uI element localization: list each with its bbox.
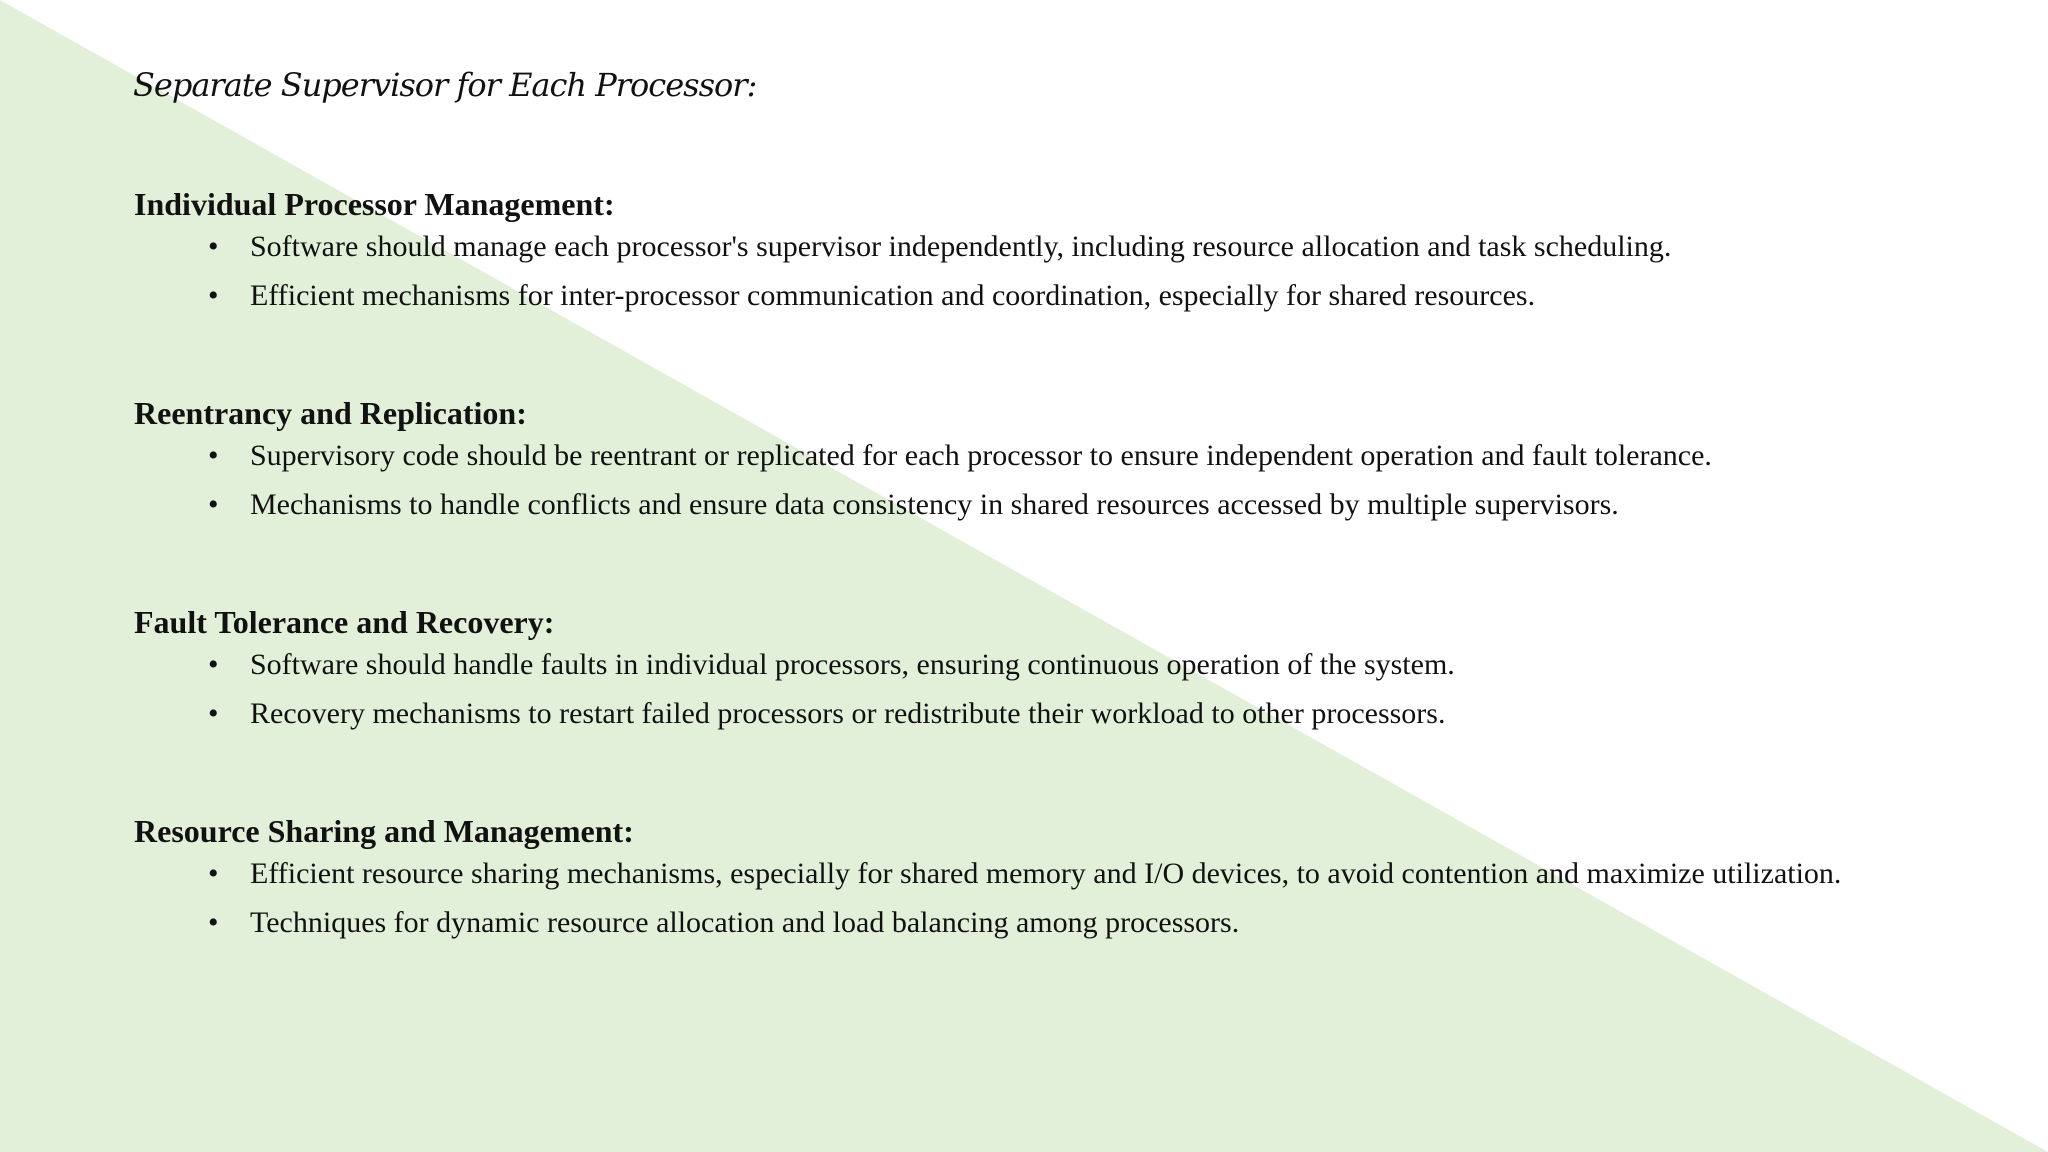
bullet-list [134,437,1914,524]
bullet-marker: • [208,697,219,730]
bullet-text: Recovery mechanisms to restart failed processors or redistribute their workload to other processors. [250,697,1446,730]
bullet-text: Efficient mechanisms for inter-processor communication and coordination, especially for shared resources. [250,279,1536,312]
section-heading: Reentrancy and Replication: [134,395,527,431]
section-reentrancy-and-replication [134,393,1914,535]
section-resource-sharing-and-management [134,811,1914,953]
bullet-marker: • [208,439,219,472]
section-fault-tolerance-and-recovery [134,602,1914,744]
bullet-text: Techniques for dynamic resource allocation and load balancing among processors. [250,906,1240,939]
bullet-text: Efficient resource sharing mechanisms, especially for shared memory and I/O devices, to avoid contention and maximize utilization. [250,857,1842,890]
bullet-item [134,904,1914,942]
section-heading: Individual Processor Management: [134,186,615,222]
bullet-marker: • [208,648,219,681]
bullet-marker: • [208,230,219,263]
bullet-marker: • [208,906,219,939]
bullet-item [134,228,1914,266]
bullet-text: Software should manage each processor's supervisor independently, including resource allocation and task scheduling. [250,230,1672,263]
bullet-list [134,646,1914,733]
slide-title: Separate Supervisor for Each Processor: [133,66,757,104]
bullet-item [134,277,1914,315]
bullet-item [134,486,1914,524]
bullet-item [134,437,1914,475]
section-heading: Fault Tolerance and Recovery: [134,604,555,640]
bullet-item [134,646,1914,684]
bullet-text: Supervisory code should be reentrant or replicated for each processor to ensure independent operation and fault tolerance. [250,439,1712,472]
bullet-marker: • [208,857,219,890]
bullet-list [134,855,1914,942]
bullet-marker: • [208,488,219,521]
bullet-text: Software should handle faults in individual processors, ensuring continuous operation of the system. [250,648,1455,681]
bullet-list [134,228,1914,315]
bullet-item [134,855,1914,893]
section-individual-processor-management [134,184,1914,326]
bullet-item [134,695,1914,733]
section-heading: Resource Sharing and Management: [134,813,634,849]
bullet-marker: • [208,279,219,312]
bullet-text: Mechanisms to handle conflicts and ensure data consistency in shared resources accessed by multiple supervisors. [250,488,1619,521]
